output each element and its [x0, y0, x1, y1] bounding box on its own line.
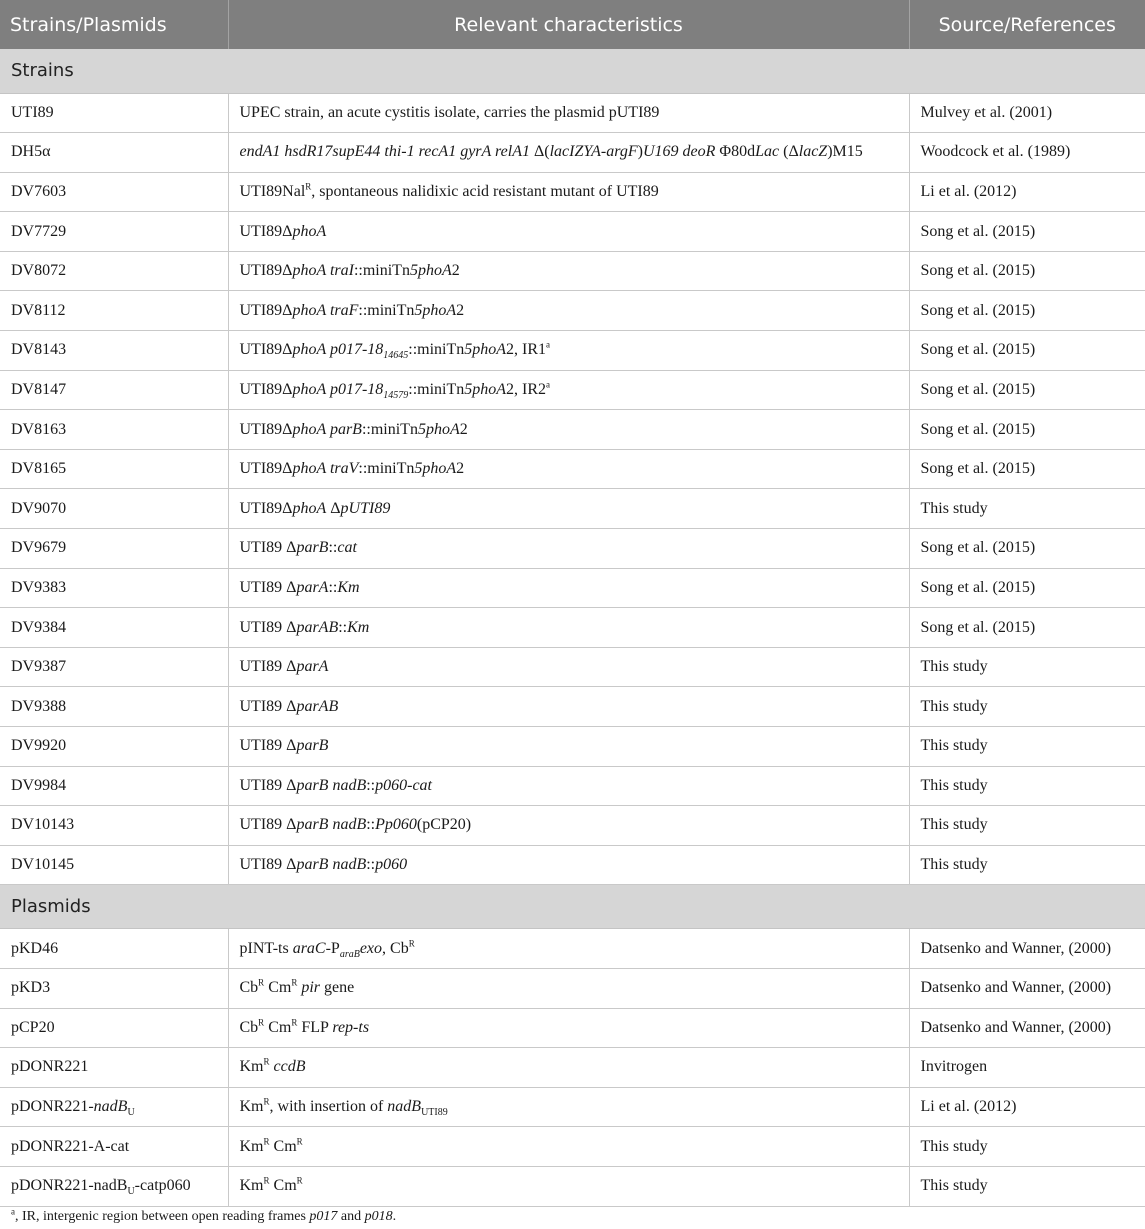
cell-strain-name: DV9984 — [0, 766, 228, 806]
cell-characteristics: UTI89 ΔparB nadB::p060-cat — [228, 766, 909, 806]
cell-source: Song et al. (2015) — [909, 410, 1145, 450]
cell-source: This study — [909, 489, 1145, 529]
cell-strain-name: DV9383 — [0, 568, 228, 608]
cell-source: Datsenko and Wanner, (2000) — [909, 1008, 1145, 1048]
table-row — [0, 1008, 1145, 1048]
cell-source: This study — [909, 687, 1145, 727]
cell-characteristics: UTI89ΔphoA parB::miniTn5phoA2 — [228, 410, 909, 450]
cell-strain-name: DV9070 — [0, 489, 228, 529]
table-row — [0, 845, 1145, 885]
cell-source: Song et al. (2015) — [909, 331, 1145, 371]
cell-strain-name: pCP20 — [0, 1008, 228, 1048]
cell-source: This study — [909, 766, 1145, 806]
cell-characteristics: UTI89 ΔparA — [228, 647, 909, 687]
cell-strain-name: DV9387 — [0, 647, 228, 687]
table-row — [0, 1087, 1145, 1127]
cell-strain-name: pDONR221-nadB$_U$ — [0, 1087, 228, 1127]
cell-source: This study — [909, 845, 1145, 885]
table-row — [0, 212, 1145, 252]
table-row — [0, 93, 1145, 133]
cell-characteristics: $Km^R$, with insertion of nadB$_{UTI89}$ — [228, 1087, 909, 1127]
cell-characteristics: endA1 hsdR17supE44 thi-1 recA1 gyrA relA1 Δ(lacIZYA-argF)U169 deoR Φ80dLac (ΔlacZ)M15 — [228, 133, 909, 173]
cell-source: Woodcock et al. (1989) — [909, 133, 1145, 173]
cell-characteristics: UPEC strain, an acute cystitis isolate, carries the plasmid pUTI89 — [228, 93, 909, 133]
cell-characteristics: $Km^R$ ccdB — [228, 1048, 909, 1088]
header-row — [0, 0, 1145, 49]
cell-strain-name: DV8165 — [0, 449, 228, 489]
table-body — [0, 49, 1145, 1206]
section-row-plasmids — [0, 885, 1145, 929]
section-row-strains — [0, 49, 1145, 93]
cell-characteristics: UTI89 ΔparB::cat — [228, 529, 909, 569]
cell-source: This study — [909, 1127, 1145, 1167]
cell-characteristics: UTI89 ΔparA::Km — [228, 568, 909, 608]
cell-strain-name: pKD46 — [0, 929, 228, 969]
cell-strain-name: DV9920 — [0, 727, 228, 767]
table-row — [0, 687, 1145, 727]
cell-source: Song et al. (2015) — [909, 529, 1145, 569]
cell-strain-name: DV8072 — [0, 251, 228, 291]
cell-characteristics: $Km^R$ $Cm^R$ — [228, 1166, 909, 1206]
cell-strain-name: DV9384 — [0, 608, 228, 648]
table-row — [0, 929, 1145, 969]
cell-source: Song et al. (2015) — [909, 251, 1145, 291]
table-row — [0, 1127, 1145, 1167]
table-row — [0, 529, 1145, 569]
table-row — [0, 766, 1145, 806]
cell-source: This study — [909, 806, 1145, 846]
header-source-references: Source/References — [909, 0, 1145, 49]
cell-source: This study — [909, 647, 1145, 687]
table-row — [0, 133, 1145, 173]
cell-characteristics: UTI89ΔphoA — [228, 212, 909, 252]
cell-characteristics: UTI89ΔphoA traI::miniTn5phoA2 — [228, 251, 909, 291]
cell-source: Li et al. (2012) — [909, 1087, 1145, 1127]
table-row — [0, 647, 1145, 687]
cell-strain-name: DH5α — [0, 133, 228, 173]
cell-strain-name: DV8112 — [0, 291, 228, 331]
cell-characteristics: UTI89 ΔparB nadB::p060 — [228, 845, 909, 885]
cell-strain-name: DV8143 — [0, 331, 228, 371]
cell-characteristics: UTI89 ΔparAB — [228, 687, 909, 727]
header-relevant-characteristics: Relevant characteristics — [228, 0, 909, 49]
table-row — [0, 251, 1145, 291]
cell-strain-name: DV8163 — [0, 410, 228, 450]
cell-strain-name: DV10145 — [0, 845, 228, 885]
cell-characteristics: UTI89 ΔparB — [228, 727, 909, 767]
cell-source: Song et al. (2015) — [909, 608, 1145, 648]
table-row — [0, 410, 1145, 450]
table-row — [0, 568, 1145, 608]
cell-source: Li et al. (2012) — [909, 172, 1145, 212]
section-title: Strains — [0, 49, 1145, 93]
cell-strain-name: pKD3 — [0, 968, 228, 1008]
table-row — [0, 727, 1145, 767]
cell-characteristics: UTI89ΔphoA traF::miniTn5phoA2 — [228, 291, 909, 331]
cell-source: This study — [909, 727, 1145, 767]
table-row — [0, 370, 1145, 410]
cell-strain-name: DV9679 — [0, 529, 228, 569]
cell-strain-name: DV7603 — [0, 172, 228, 212]
cell-characteristics: $Cb^R$ $Cm^R$ pir gene — [228, 968, 909, 1008]
table-row — [0, 331, 1145, 371]
section-title: Plasmids — [0, 885, 1145, 929]
table-row — [0, 1048, 1145, 1088]
cell-characteristics: UTI89ΔphoA $p017-18_{14579}::miniTn5phoA2$, IR2$^a$ — [228, 370, 909, 410]
cell-characteristics: UTI89ΔphoA traV::miniTn5phoA2 — [228, 449, 909, 489]
header-strains-plasmids: Strains/Plasmids — [0, 0, 228, 49]
cell-source: Song et al. (2015) — [909, 449, 1145, 489]
cell-characteristics: UTI89 ΔparB nadB::Pp060(pCP20) — [228, 806, 909, 846]
cell-characteristics: UTI89ΔphoA ΔpUTI89 — [228, 489, 909, 529]
cell-source: Datsenko and Wanner, (2000) — [909, 929, 1145, 969]
cell-characteristics: pINT-ts araC-$P_{araB}exo$, $Cb^R$ — [228, 929, 909, 969]
cell-strain-name: DV10143 — [0, 806, 228, 846]
cell-strain-name: UTI89 — [0, 93, 228, 133]
cell-strain-name: DV7729 — [0, 212, 228, 252]
table-row — [0, 489, 1145, 529]
cell-source: Song et al. (2015) — [909, 212, 1145, 252]
cell-source: Datsenko and Wanner, (2000) — [909, 968, 1145, 1008]
cell-characteristics: UTI89 ΔparAB::Km — [228, 608, 909, 648]
cell-strain-name: pDONR221-nadB$_U$-catp060 — [0, 1166, 228, 1206]
cell-strain-name: DV9388 — [0, 687, 228, 727]
table-row — [0, 806, 1145, 846]
cell-source: Song et al. (2015) — [909, 291, 1145, 331]
cell-source: Song et al. (2015) — [909, 568, 1145, 608]
cell-strain-name: pDONR221 — [0, 1048, 228, 1088]
footnote: $^a$, IR, intergenic region between open reading frames p017 and p018. — [11, 1206, 397, 1224]
table-row — [0, 968, 1145, 1008]
cell-source: This study — [909, 1166, 1145, 1206]
cell-source: Song et al. (2015) — [909, 370, 1145, 410]
table-row — [0, 172, 1145, 212]
table-row — [0, 1166, 1145, 1206]
cell-source: Mulvey et al. (2001) — [909, 93, 1145, 133]
cell-characteristics: $Cb^R$ $Cm^R$ FLP rep-ts — [228, 1008, 909, 1048]
cell-characteristics: UTI89Nal$^R$, spontaneous nalidixic acid resistant mutant of UTI89 — [228, 172, 909, 212]
cell-source: Invitrogen — [909, 1048, 1145, 1088]
cell-characteristics: $Km^R$ $Cm^R$ — [228, 1127, 909, 1167]
cell-strain-name: pDONR221-A-cat — [0, 1127, 228, 1167]
cell-strain-name: DV8147 — [0, 370, 228, 410]
table-row — [0, 291, 1145, 331]
table-row — [0, 449, 1145, 489]
cell-characteristics: UTI89ΔphoA $p017-18_{14645}::miniTn5phoA2$, IR1$^a$ — [228, 331, 909, 371]
table-row — [0, 608, 1145, 648]
